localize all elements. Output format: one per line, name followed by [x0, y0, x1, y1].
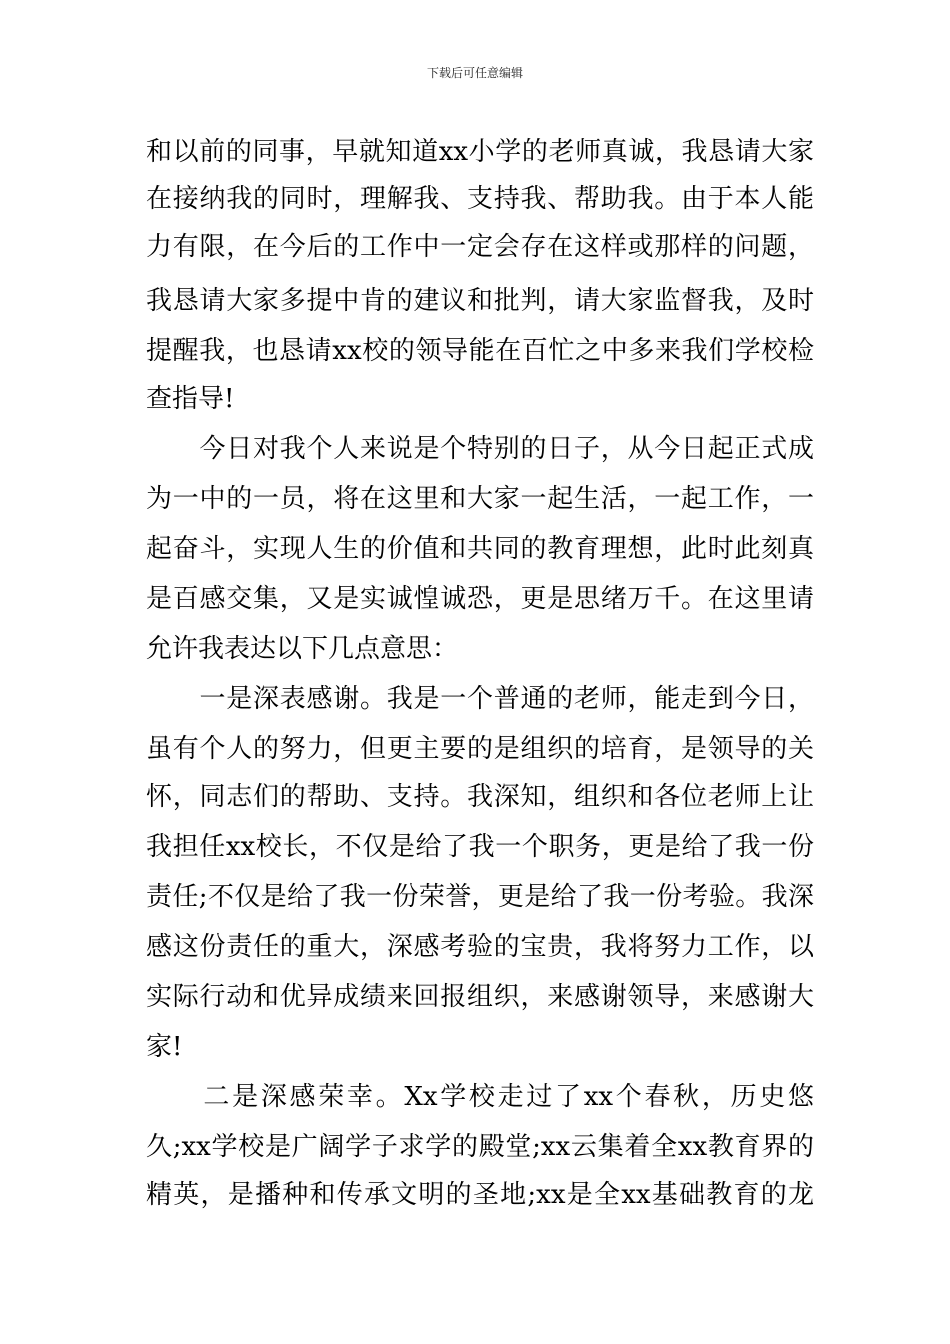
text-line: 责任;不仅是给了我一份荣誉，更是给了我一份考验。我深	[146, 882, 814, 912]
page-header: 下载后可任意编辑	[426, 66, 523, 80]
text-line: 今日对我个人来说是个特别的日子，从今日起正式成	[146, 434, 814, 464]
text-line: 感这份责任的重大，深感考验的宝贵，我将努力工作，以	[146, 932, 814, 962]
text-line: 一是深表感谢。我是一个普通的老师，能走到今日，	[146, 684, 814, 714]
text-line: 虽有个人的努力，但更主要的是组织的培育，是领导的关	[146, 734, 814, 764]
text-line: 怀，同志们的帮助、支持。我深知，组织和各位老师上让	[146, 782, 814, 812]
text-line: 是百感交集，又是实诚惶诚恐，更是思绪万千。在这里请	[146, 584, 814, 614]
text-line: 提醒我，也恳请xx校的领导能在百忙之中多来我们学校检	[146, 336, 814, 366]
text-line: 允许我表达以下几点意思：	[146, 634, 459, 664]
text-line: 为一中的一员，将在这里和大家一起生活，一起工作，一	[146, 484, 814, 514]
text-line: 我担任xx校长，不仅是给了我一个职务，更是给了我一份	[146, 832, 814, 862]
text-line: 查指导!	[146, 384, 235, 414]
text-line: 我恳请大家多提中肯的建议和批判，请大家监督我，及时	[146, 286, 814, 316]
text-line: 实际行动和优异成绩来回报组织，来感谢领导，来感谢大	[146, 982, 814, 1012]
text-line: 家!	[146, 1032, 183, 1062]
text-line: 在接纳我的同时，理解我、支持我、帮助我。由于本人能	[146, 184, 814, 214]
text-line: 力有限，在今后的工作中一定会存在这样或那样的问题，	[146, 232, 814, 262]
text-line: 和以前的同事，早就知道xx小学的老师真诚，我恳请大家	[146, 137, 814, 167]
text-line: 起奋斗，实现人生的价值和共同的教育理想，此时此刻真	[146, 534, 814, 564]
text-line: 二是深感荣幸。Xx学校走过了xx个春秋，历史悠	[146, 1082, 814, 1112]
text-line: 久;xx学校是广阔学子求学的殿堂;xx云集着全xx教育界的	[146, 1132, 814, 1162]
text-line: 精英，是播种和传承文明的圣地;xx是全xx基础教育的龙	[146, 1180, 814, 1210]
